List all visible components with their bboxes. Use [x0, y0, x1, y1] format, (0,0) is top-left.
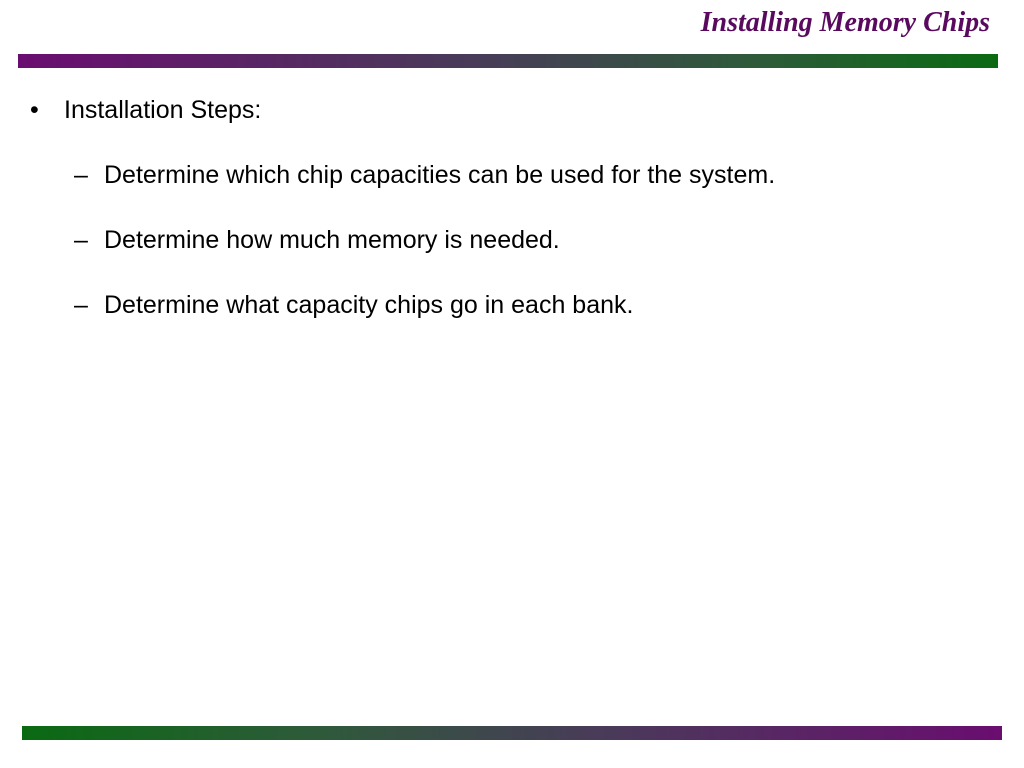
bullet-text: Installation Steps: — [64, 96, 262, 124]
dash-marker: – — [74, 291, 88, 319]
dash-marker: – — [74, 226, 88, 254]
sub-bullet-step-3 — [74, 289, 633, 321]
bottom-divider-bar — [22, 726, 1002, 740]
top-divider-bar — [18, 54, 998, 68]
sub-bullet-step-2 — [74, 224, 560, 256]
dash-marker: – — [74, 161, 88, 189]
sub-bullet-step-1 — [74, 159, 775, 191]
sub-bullet-text: Determine what capacity chips go in each bank. — [104, 291, 634, 319]
sub-bullet-text: Determine how much memory is needed. — [104, 226, 560, 254]
slide-title: Installing Memory Chips — [700, 7, 990, 38]
sub-bullet-text: Determine which chip capacities can be used for the system. — [104, 161, 776, 189]
bullet-installation-steps — [30, 94, 261, 126]
bullet-marker: • — [30, 96, 39, 124]
